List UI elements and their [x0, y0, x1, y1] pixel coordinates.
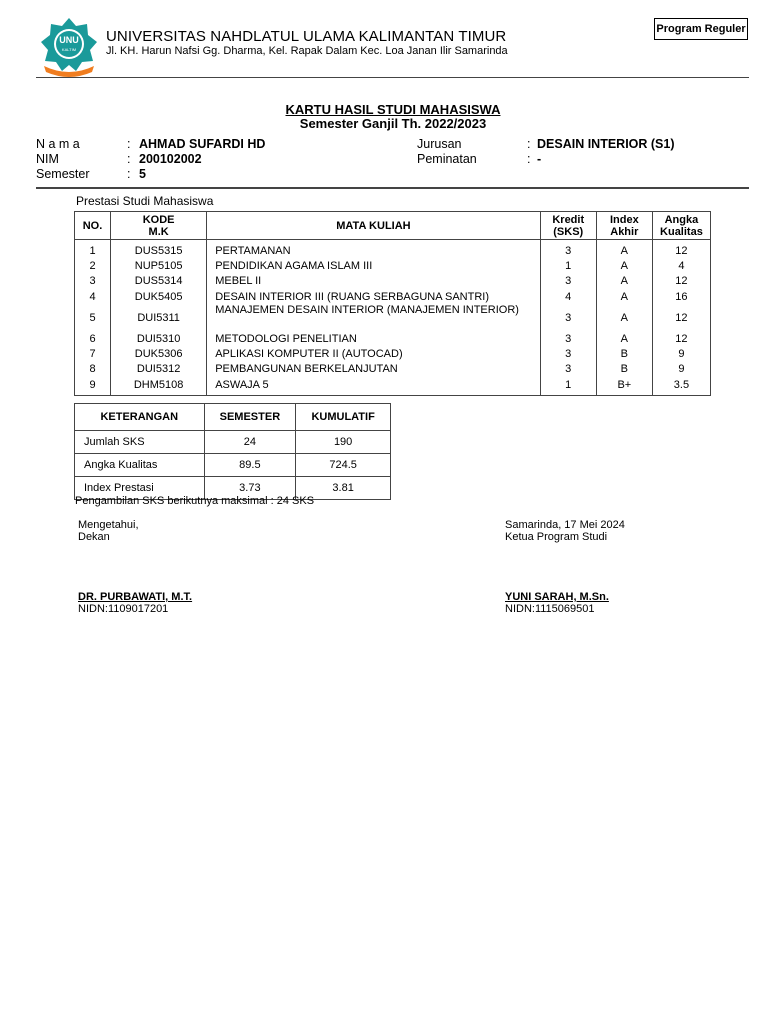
course-sks: 1 [540, 258, 596, 273]
course-angka: 9 [652, 362, 710, 377]
summary-label: Index Prestasi [75, 477, 205, 500]
left-sign-line2: Dekan [78, 531, 110, 543]
document-title: KARTU HASIL STUDI MAHASISWA [285, 102, 501, 117]
course-angka: 9 [652, 346, 710, 361]
university-logo-icon [38, 16, 100, 78]
section-label: Prestasi Studi Mahasiswa [76, 194, 214, 208]
course-code: DUI5312 [111, 362, 207, 377]
course-angka: 12 [652, 274, 710, 289]
course-code: DUS5315 [111, 240, 207, 259]
course-code: DUI5310 [111, 331, 207, 346]
header-divider [36, 77, 749, 78]
name-colon: : [127, 137, 131, 151]
course-angka: 16 [652, 289, 710, 304]
course-sks: 4 [540, 289, 596, 304]
document-subtitle: Semester Ganjil Th. 2022/2023 [299, 116, 487, 131]
course-angka: 12 [652, 240, 710, 259]
course-angka: 4 [652, 258, 710, 273]
course-name: PENDIDIKAN AGAMA ISLAM III [207, 258, 541, 273]
course-sks: 3 [540, 346, 596, 361]
summary-label: Angka Kualitas [75, 454, 205, 477]
sks-note: Pengambilan SKS berikutnya maksimal : 24 SKS [75, 495, 315, 507]
course-no: 5 [75, 304, 111, 331]
course-no: 3 [75, 274, 111, 289]
course-index: A [596, 331, 652, 346]
course-angka: 12 [652, 304, 710, 331]
course-code: DUK5405 [111, 289, 207, 304]
table-row [75, 304, 711, 331]
header-no: NO. [75, 212, 111, 240]
summary-table [74, 403, 391, 500]
semester-label: Semester [36, 167, 90, 181]
logo-text: UNU [59, 35, 79, 45]
university-address: Jl. KH. Harun Nafsi Gg. Dharma, Kel. Rapak Dalam Kec. Loa Janan Ilir Samarinda [106, 45, 508, 57]
header-keterangan: KETERANGAN [75, 404, 205, 431]
summary-row [75, 431, 391, 454]
header-index: Index Akhir [596, 212, 652, 240]
nim-colon: : [127, 152, 131, 166]
student-nim: 200102002 [139, 152, 202, 166]
student-semester: 5 [139, 167, 146, 181]
course-sks: 3 [540, 304, 596, 331]
course-index: A [596, 258, 652, 273]
course-no: 7 [75, 346, 111, 361]
course-angka: 12 [652, 331, 710, 346]
course-angka: 3.5 [652, 377, 710, 396]
header-kode: KODE M.K [111, 212, 207, 240]
summary-kumulatif: 724.5 [296, 454, 391, 477]
course-index: B [596, 346, 652, 361]
course-index: A [596, 289, 652, 304]
left-sign-line1: Mengetahui, [78, 519, 139, 531]
header-kumulatif: KUMULATIF [296, 404, 391, 431]
kaprodi-nidn: NIDN:1115069501 [505, 603, 595, 615]
name-label: N a m a [36, 137, 80, 151]
nim-label: NIM [36, 152, 59, 166]
right-sign-line1: Samarinda, 17 Mei 2024 [505, 519, 625, 531]
student-peminatan: - [537, 152, 542, 166]
table-row [75, 377, 711, 396]
courses-table [74, 211, 711, 396]
dean-nidn: NIDN:1109017201 [78, 603, 169, 615]
course-sks: 3 [540, 362, 596, 377]
jurusan-colon: : [527, 137, 531, 151]
jurusan-label: Jurusan [417, 137, 462, 151]
course-index: A [596, 240, 652, 259]
header-kredit: Kredit (SKS) [540, 212, 596, 240]
semester-colon: : [127, 167, 131, 181]
peminatan-label: Peminatan [417, 152, 477, 166]
course-sks: 3 [540, 240, 596, 259]
program-badge: Program Reguler [654, 18, 748, 40]
course-index: B+ [596, 377, 652, 396]
course-index: B [596, 362, 652, 377]
course-name: PERTAMANAN [207, 240, 541, 259]
course-name: METODOLOGI PENELITIAN [207, 331, 541, 346]
course-no: 8 [75, 362, 111, 377]
course-index: A [596, 304, 652, 331]
header-angka: Angka Kualitas [652, 212, 710, 240]
course-code: DHM5108 [111, 377, 207, 396]
header-mata-kuliah: MATA KULIAH [207, 212, 541, 240]
right-sign-line2: Ketua Program Studi [505, 531, 608, 543]
course-no: 4 [75, 289, 111, 304]
course-name: ASWAJA 5 [207, 377, 541, 396]
table-row [75, 289, 711, 304]
course-no: 6 [75, 331, 111, 346]
info-divider [36, 187, 749, 189]
course-name: DESAIN INTERIOR III (RUANG SERBAGUNA SANTRI) [207, 289, 541, 304]
course-no: 9 [75, 377, 111, 396]
logo-subtext: KALTIM [61, 47, 77, 52]
student-jurusan: DESAIN INTERIOR (S1) [537, 137, 675, 151]
summary-kumulatif: 3.81 [296, 477, 391, 500]
course-name: APLIKASI KOMPUTER II (AUTOCAD) [207, 346, 541, 361]
course-no: 1 [75, 240, 111, 259]
course-name: PEMBANGUNAN BERKELANJUTAN [207, 362, 541, 377]
table-row [75, 362, 711, 377]
summary-semester: 3.73 [204, 477, 296, 500]
course-sks: 3 [540, 331, 596, 346]
dean-name: DR. PURBAWATI, M.T. [78, 591, 193, 603]
summary-semester: 24 [204, 431, 296, 454]
table-row [75, 258, 711, 273]
student-name: AHMAD SUFARDI HD [139, 137, 266, 151]
course-code: DUI5311 [111, 304, 207, 331]
course-code: DUS5314 [111, 274, 207, 289]
summary-row [75, 454, 391, 477]
course-code: DUK5306 [111, 346, 207, 361]
course-sks: 3 [540, 274, 596, 289]
table-row [75, 331, 711, 346]
course-code: NUP5105 [111, 258, 207, 273]
course-sks: 1 [540, 377, 596, 396]
table-row [75, 346, 711, 361]
course-index: A [596, 274, 652, 289]
kaprodi-name: YUNI SARAH, M.Sn. [505, 591, 609, 603]
table-row [75, 274, 711, 289]
course-no: 2 [75, 258, 111, 273]
peminatan-colon: : [527, 152, 531, 166]
summary-kumulatif: 190 [296, 431, 391, 454]
university-name: UNIVERSITAS NAHDLATUL ULAMA KALIMANTAN TIMUR [106, 28, 507, 45]
summary-header-row [75, 404, 391, 431]
courses-header-row [75, 212, 711, 240]
table-row [75, 240, 711, 259]
course-name: MANAJEMEN DESAIN INTERIOR (MANAJEMEN INTERIOR) [207, 304, 541, 331]
summary-label: Jumlah SKS [75, 431, 205, 454]
header-semester: SEMESTER [204, 404, 296, 431]
course-name: MEBEL II [207, 274, 541, 289]
summary-semester: 89.5 [204, 454, 296, 477]
